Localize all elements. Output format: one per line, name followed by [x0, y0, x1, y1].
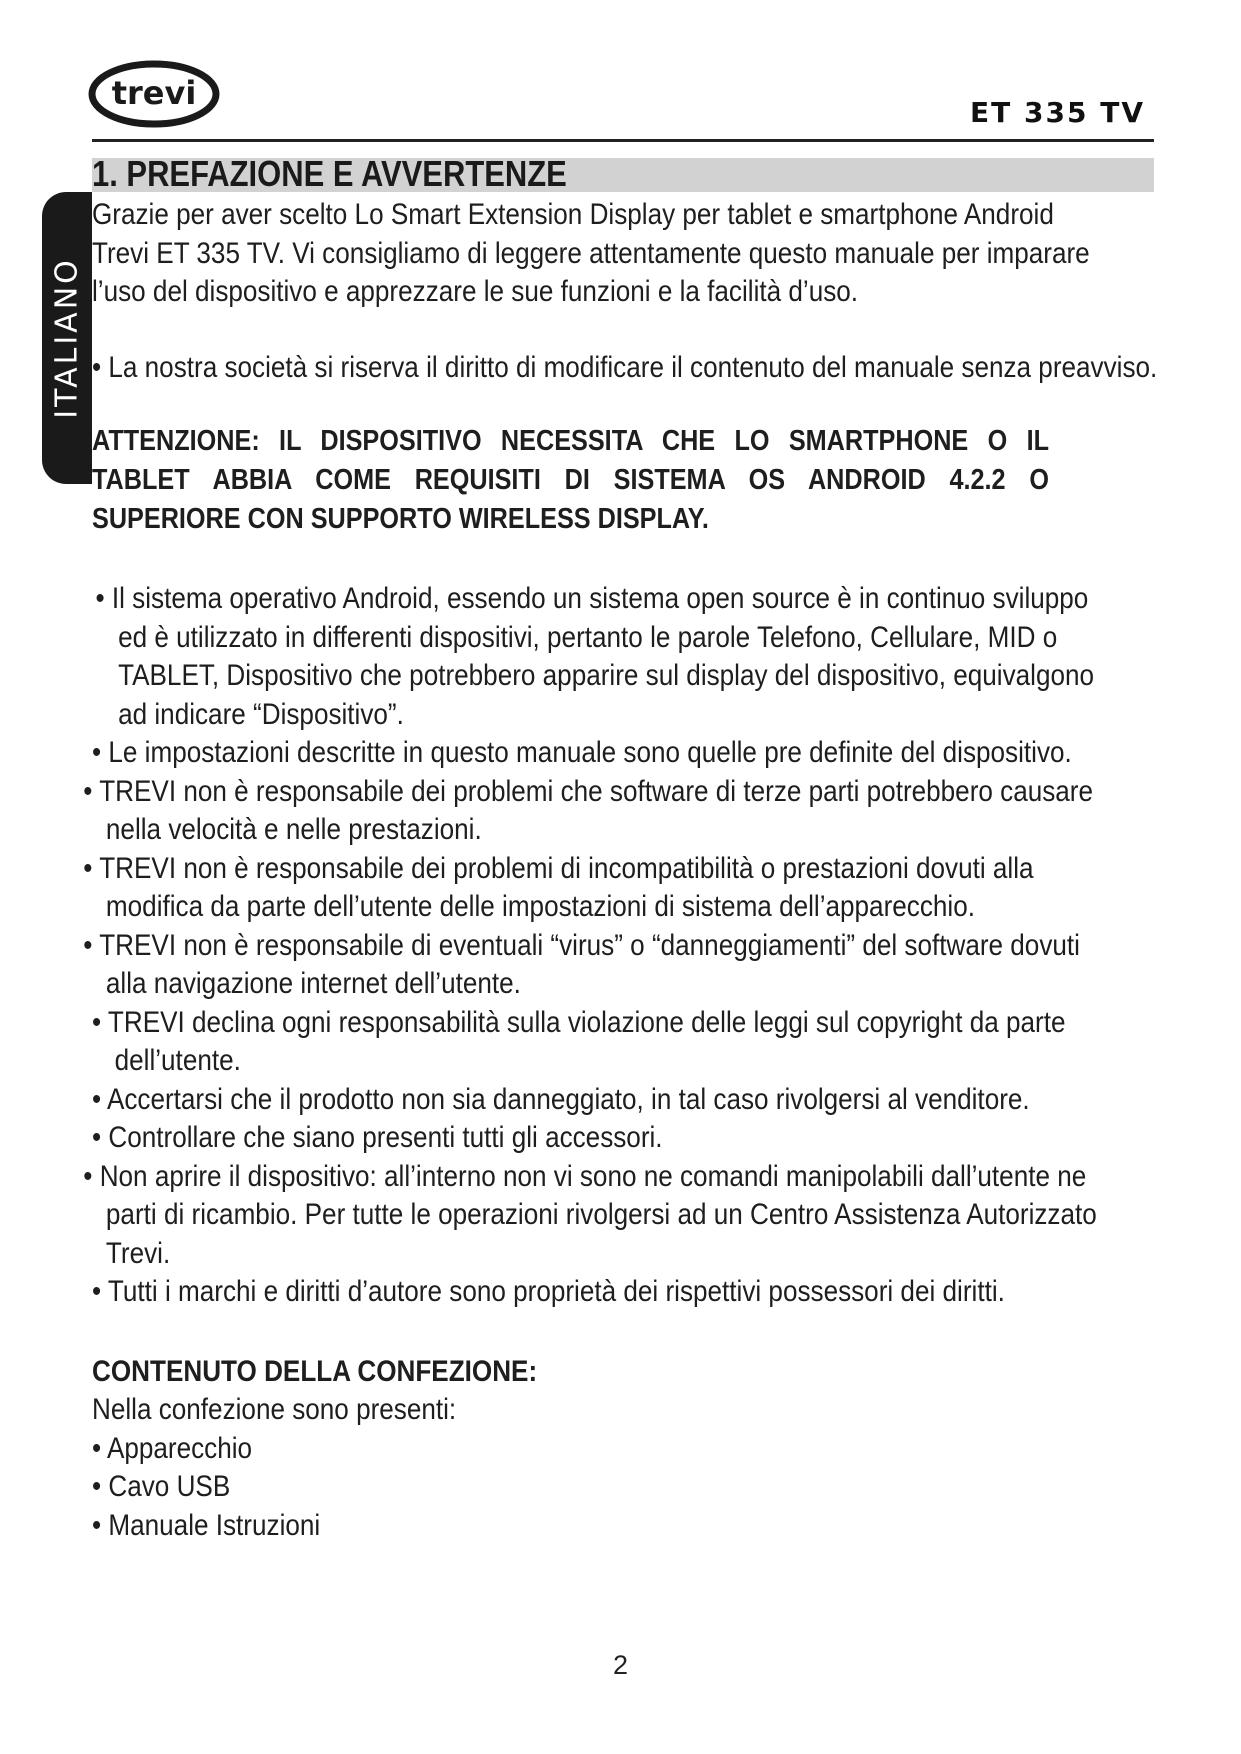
- page-number: 2: [612, 1650, 629, 1680]
- model-name: ET 335 TV: [970, 96, 1145, 129]
- warning-paragraph: ATTENZIONE: IL DISPOSITIVO NECESSITA CHE LO SMARTPHONE O IL TABLET ABBIA COME REQUISITI DI SISTEMA OS ANDROID 4.2.2 O SUPERIORE CON SUPPORTO WIRELESS DISPLAY.: [92, 425, 1049, 535]
- list-item: • Controllare che siano presenti tutti gli accessori.: [92, 1121, 663, 1154]
- list-item: • TREVI non è responsabile di eventuali “virus” o “danneggiamenti” del software dovuti alla navigazione internet dell’utente.: [83, 928, 1080, 1000]
- logo-text: trevi: [111, 74, 197, 112]
- list-item: • TREVI non è responsabile dei problemi di incompatibilità o prestazioni dovuti alla modifica da parte dell’utente delle impostazioni di sistema dell’apparecchio.: [83, 851, 1034, 923]
- list-item: • Non aprire il dispositivo: all’interno non vi sono ne comandi manipolabili dall’utente ne parti di ricambio. Per tutte le operazioni rivolgersi ad un Centro Assistenza Autorizzato Trevi.: [83, 1159, 1097, 1270]
- list-item: • Tutti i marchi e diritti d’autore sono proprietà dei rispettivi possessori dei diritti.: [92, 1275, 1005, 1308]
- language-label: ITALIANO: [49, 257, 85, 419]
- package-contents-heading: CONTENUTO DELLA CONFEZIONE:: [92, 1354, 538, 1388]
- list-item: • Manuale Istruzioni: [92, 1508, 321, 1542]
- header-divider: [92, 139, 1154, 142]
- page-content: [83, 196, 1158, 1545]
- notes-list: [83, 580, 1110, 1312]
- list-item: • Accertarsi che il prodotto non sia danneggiato, in tal caso rivolgersi al venditore.: [92, 1082, 1030, 1116]
- list-item: • Cavo USB: [92, 1470, 231, 1503]
- list-item: • Le impostazioni descritte in questo manuale sono quelle pre definite del dispositivo.: [92, 736, 1072, 769]
- list-item: • TREVI non è responsabile dei problemi che software di terze parti potrebbero causare nella velocità e nelle prestazioni.: [83, 774, 1094, 846]
- language-side-tab: [42, 192, 92, 484]
- list-item: • Apparecchio: [92, 1431, 253, 1465]
- intro-paragraph: Grazie per aver scelto Lo Smart Extension Display per tablet e smartphone Android Trevi ET 335 TV. Vi consigliamo di leggere attentamente questo manuale per imparare l’uso del dispositivo e apprezzare le sue funzioni e la facilità d’uso.: [92, 198, 1090, 308]
- list-item: • Il sistema operativo Android, essendo un sistema open source è in continuo sviluppo ed è utilizzato in differenti dispositivi, pertanto le parole Telefono, Cellulare, MID o TABLET, Dispositivo che potrebbero apparire sul display del dispositivo, equivalgono ad indicare “Dispositivo”.: [95, 582, 1095, 731]
- package-contents-list: [92, 1430, 1110, 1546]
- package-contents-intro: Nella confezione sono presenti:: [92, 1393, 457, 1426]
- manual-change-notice: • La nostra società si riserva il diritto di modificare il contenuto del manuale senza preavviso.: [92, 350, 1158, 384]
- list-item: • TREVI declina ogni responsabilità sulla violazione delle leggi sul copyright da parte dell’utente.: [92, 1005, 1066, 1077]
- section-title: 1. PREFAZIONE E AVVERTENZE: [92, 153, 567, 194]
- trevi-logo: [88, 60, 220, 128]
